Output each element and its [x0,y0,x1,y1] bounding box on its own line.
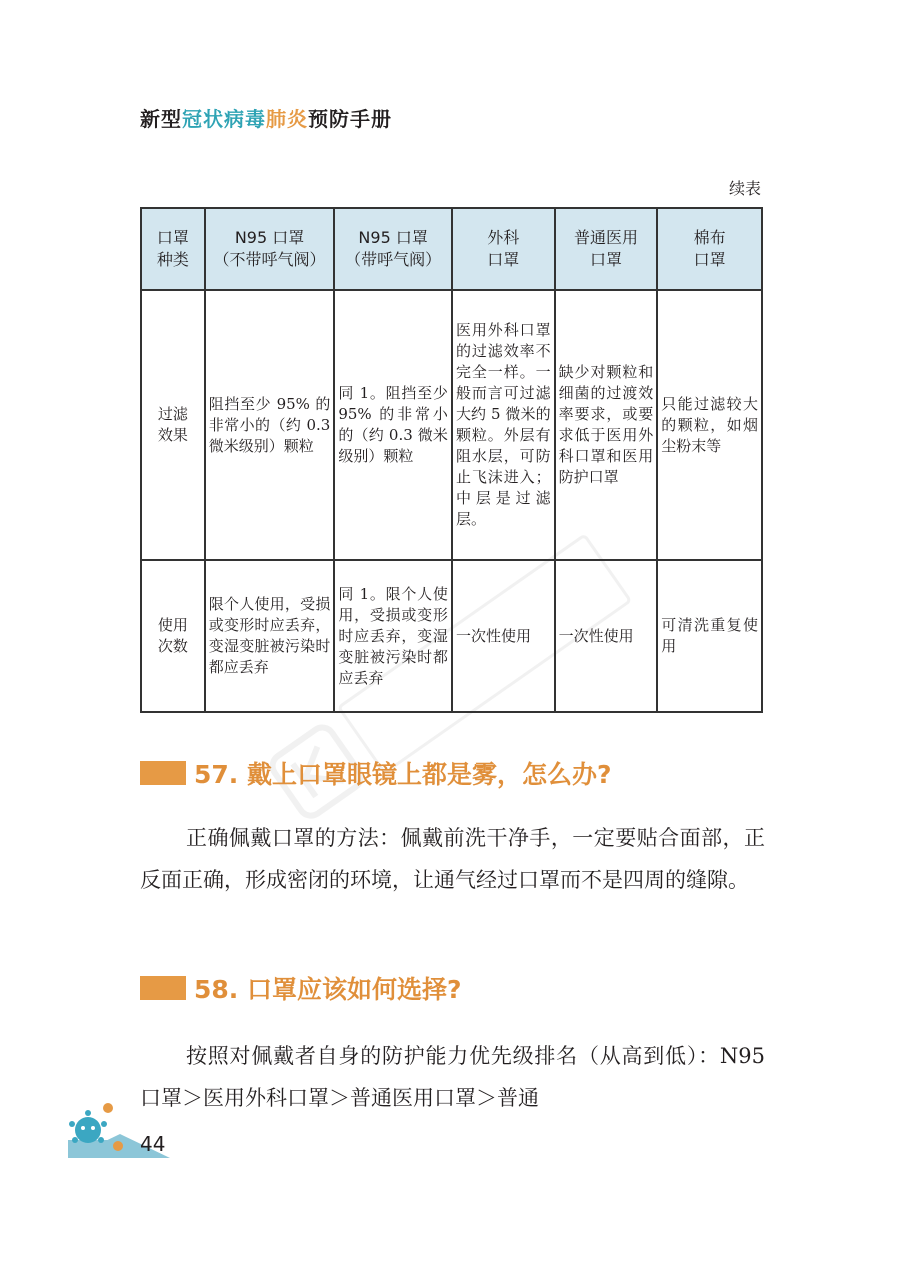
cell-usage-cotton: 可清洗重复使用 [657,560,762,712]
book-title-part3: 肺炎 [266,107,308,131]
table-continued-label: 续表 [728,179,761,198]
cell-usage-n95-valve: 同 1。限个人使用，受损或变形时应丢弃，变湿变脏被污染时都应丢弃 [334,560,452,712]
section-58-title: 58. 口罩应该如何选择? [194,975,462,1004]
row-label-filtration: 过滤 效果 [141,290,205,560]
section-marker-bar [140,976,186,1000]
table-header-row [141,208,762,290]
row-label-usage: 使用 次数 [141,560,205,712]
section-marker-bar [140,761,186,785]
section-57-title: 57. 戴上口罩眼镜上都是雾，怎么办? [194,760,612,789]
section-57-body: 正确佩戴口罩的方法：佩戴前洗干净手，一定要贴合面部，正反面正确，形成密闭的环境，让通气经过口罩而不是四周的缝隙。 [140,826,765,892]
header-n95-no-valve: N95 口罩 （不带呼气阀） [205,208,335,290]
section-58-heading [140,968,462,1008]
cell-usage-n95-no-valve: 限个人使用，受损或变形时应丢弃，变湿变脏被污染时都应丢弃 [205,560,335,712]
cell-filtration-medical: 缺少对颗粒和细菌的过渡效率要求，或要求低于医用外科口罩和医用防护口罩 [555,290,658,560]
page-number: 44 [140,1132,166,1156]
table-row-filtration [141,290,762,560]
table-row-usage [141,560,762,712]
section-57-heading [140,753,612,793]
header-cotton: 棉布 口罩 [657,208,762,290]
header-medical: 普通医用 口罩 [555,208,658,290]
cell-filtration-n95-no-valve: 阻挡至少 95% 的非常小的（约 0.3 微米级别）颗粒 [205,290,335,560]
header-mask-type: 口罩 种类 [141,208,205,290]
book-title-part4: 预防手册 [308,107,392,131]
cell-filtration-surgical: 医用外科口罩的过滤效率不完全一样。一般而言可过滤大约 5 微米的颗粒。外层有阻水层，可防止飞沫进入；中层是过滤层。 [452,290,555,560]
book-title [140,103,392,132]
cell-filtration-cotton: 只能过滤较大的颗粒，如烟尘粉末等 [657,290,762,560]
book-title-part2: 冠状病毒 [182,107,266,131]
cell-usage-surgical: 一次性使用 [452,560,555,712]
virus-icon [69,1110,107,1143]
header-surgical: 外科 口罩 [452,208,555,290]
book-title-part1: 新型 [140,107,182,131]
header-n95-valve: N95 口罩 （带呼气阀） [334,208,452,290]
cell-usage-medical: 一次性使用 [555,560,658,712]
mask-comparison-table [140,207,763,713]
cell-filtration-n95-valve: 同 1。阻挡至少 95% 的非常小的（约 0.3 微米级别）颗粒 [334,290,452,560]
section-58-body: 按照对佩戴者自身的防护能力优先级排名（从高到低）：N95 口罩＞医用外科口罩＞普通医用口罩＞普通 [140,1044,765,1110]
